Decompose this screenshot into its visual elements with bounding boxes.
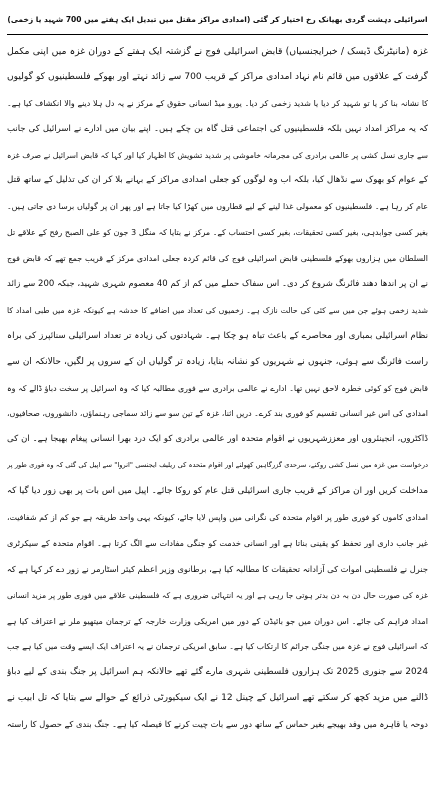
article-line: گرفت کے علاقوں میں قائم نام نہاد امدادی مراکز کے قریب 700 سے زائد نہتے اور بھوکے فلسطینیوں کو گولیوں [7, 71, 428, 82]
article-line: جنرل نے فلسطینی اموات کی آزادانہ تحقیقات کا مطالبہ کیا ہے، برطانوی وزیر اعظم کیئر اسٹارمر نے زور دے کر کہا ہے کہ [7, 563, 428, 574]
article-headline: اسرائیلی دہشت گردی بھیانک رخ اختیار کر گئی (امدادی مراکز مقتل میں تبدیل ایک ہفتے میں 700 شہید یا زخمی) [7, 6, 428, 35]
article-line: شدید زخمی ہوئے جن میں سے کئی کی حالت نازک ہے۔ زخمیوں کی تعداد میں اضافے کا خدشہ ہے کیونکہ غزہ میں طبی امداد کا [7, 305, 428, 315]
article-line: کہ یہ مراکز امداد نہیں بلکہ فلسطینیوں کی اجتماعی قتل گاہ بن چکے ہیں۔ اپنے بیان میں ادارے نے اسرائیل کی جانب [7, 123, 428, 134]
article-line: کا نشانہ بنا کر یا تو شہید کر دیا یا شدید زخمی کر دیا۔ یورو میڈ انسانی حقوق کے مرکز نے یہ دل ہلا دینے والا انکشاف کیا ہے۔ [7, 98, 428, 108]
article-line: درخواست میں غزہ میں نسل کشی روکنے، سرحدی گزرگاہیں کھولنے اور اقوام متحدہ کی ریلیف ایجنسی "انروا" سے اپیل کی گئی کہ وہ فوری طور پر [7, 461, 428, 470]
article-line: دوحہ یا قاہرہ میں وفد بھیجے بغیر حماس کے ساتھ دور سے بات چیت کرنے کا فیصلہ کیا ہے۔ جنگ بندی کے حصول کا راستہ [7, 719, 428, 730]
article-line: غیر جانب داری اور تحفظ کو یقینی بناتا ہے اور انسانی خدمت کو جنگی مفادات سے الگ کرتا ہے۔ اقوام متحدہ کے سیکرٹری [7, 537, 428, 548]
article-line: السلطان میں ہزاروں بھوکے فلسطینی قابض اسرائیلی فوج کی قائم کردہ جعلی امدادی مرکز کے قریب جمع تھے کہ قابض فوج [7, 254, 428, 264]
article-line: مداخلت کریں اور ان مراکز کے قریب جاری اسرائیلی قتل عام کو روکا جائے۔ اپیل میں اس بات پر بھی زور دیا گیا کہ [7, 486, 428, 497]
article-line: راست فائرنگ سے ہوئی، جنہوں نے شہریوں کو نشانہ بنایا، زیادہ تر گولیاں ان کے سروں پر لگیں، حالانکہ ان سے [7, 356, 428, 367]
article-line: امدادی کاموں کو فوری طور پر اقوام متحدہ کی نگرانی میں واپس لایا جائے، کیونکہ یہی واحد طریقہ ہے جو کم از کم شفافیت، [7, 513, 428, 523]
article-line: عام کر رہا ہے۔ فلسطینیوں کو معمولی غذا لینے کے لیے قطاروں میں کھڑا کیا جاتا ہے اور پھر ان پر گولیاں برسا دی جاتی ہیں۔ [7, 202, 428, 212]
article-line: قابض فوج کو کوئی خطرہ لاحق نہیں تھا۔ ادارے نے عالمی برادری سے فوری مطالبہ کیا کہ وہ اسرائیل پر سخت دباؤ ڈالے کہ وہ [7, 383, 428, 393]
article-line: امدادی کی اس غیر انسانی تقسیم کو فوری بند کرے۔ دریں اثنا، غزہ کے تین سو سے زائد سماجی رہنماؤں، دانشوروں، صحافیوں، [7, 409, 428, 419]
article-line: امداد فراہم کی جائے۔ اس دوران میں جو بائیڈن کے دور میں امریکی وزارت خارجہ کے ترجمان میتھیو ملر نے اعتراف کیا ہے [7, 615, 428, 626]
article-line: 2024 سے جنوری 2025 تک ہزاروں فلسطینی شہری مارے گئے تھے حالانکہ ہم اسرائیل پر جنگ بندی کے لیے دباؤ [7, 667, 428, 678]
article-line: کہ اسرائیلی فوج نے غزہ میں جنگی جرائم کا ارتکاب کیا ہے۔ سابق امریکی ترجمان نے یہ اعتراف ایک ایسے وقت میں کیا ہے جب [7, 642, 428, 652]
article-line: نے ان پر اندھا دھند فائرنگ شروع کر دی۔ اس سفاک حملے میں کم از کم 40 معصوم شہری شہید، جبکہ 200 سے زائد [7, 279, 428, 290]
article-line: غزہ کی صورت حال دن بہ دن بدتر ہوتی جا رہی ہے اور یہ انتہائی ضروری ہے کہ فلسطینی علاقے میں فوری طور پر مزید انسانی [7, 590, 428, 600]
article-line: سے جاری نسل کشی پر عالمی برادری کی مجرمانہ خاموشی پر شدید تشویش کا اظہار کیا اور کہا کہ قابض اسرائیل نے صرف غزہ [7, 150, 428, 160]
article-line: کے عوام کو بھوک سے نڈھال کیا، بلکہ اب وہ لوگوں کو جعلی امدادی مراکز کے بہانے بلا کر ان کی تذلیل کے ساتھ قتل [7, 175, 428, 186]
article-body [7, 39, 428, 738]
article-line: ڈالنے میں مزید کچھ کر سکتے تھے اسرائیل کے چینل 12 نے ایک سیکیورٹی ذرائع کے حوالے سے بتایا کہ تل ابیب نے [7, 693, 428, 704]
article-line: نظام اسرائیلی بمباری اور محاصرے کے باعث تباہ ہو چکا ہے۔ شہادتوں کی زیادہ تر تعداد اسرائیلی سنائپرز کی براہ [7, 330, 428, 341]
article-line: غزہ (مانیٹرنگ ڈیسک / خبرایجنسیاں) قابض اسرائیلی فوج نے گزشتہ ایک ہفتے کے دوران غزہ میں اپنی مکمل [7, 46, 428, 57]
article-line: ڈاکٹروں، انجینئروں اور معززشہریوں نے اقوام متحدہ اور عالمی برادری کو ایک درد بھرا انسانی پیغام بھیجا ہے۔ ان کی [7, 434, 428, 445]
article-line: بغیر کسی جوابدہی، بغیر کسی تحقیقات، بغیر کسی احتساب کے۔ مرکز نے بتایا کہ منگل 3 جون کو علی الصبح رفح کے علاقے تل [7, 228, 428, 238]
